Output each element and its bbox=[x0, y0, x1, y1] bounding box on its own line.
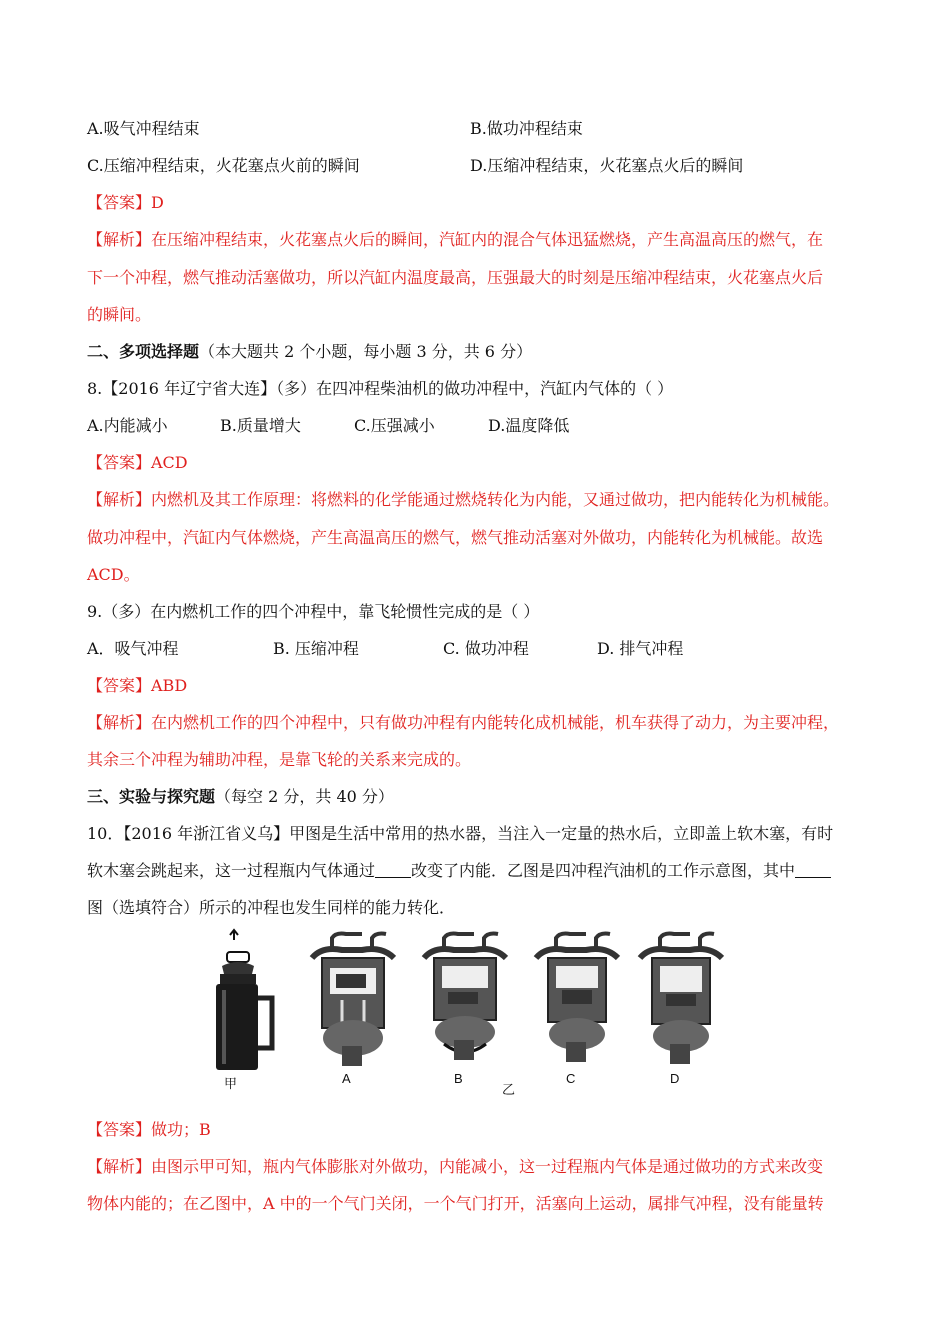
group-label: 乙 bbox=[502, 1082, 516, 1096]
q10-answer: 【答案】做功；B bbox=[87, 1120, 211, 1139]
q9-option-c: C. 做功冲程 bbox=[443, 639, 529, 658]
q9-analysis-line-1: 【解析】在内燃机工作的四个冲程中，只有做功冲程有内能转化成机械能，机车获得了动力，为主要冲程， bbox=[87, 713, 840, 732]
q10-stem-line-1: 10．【2016 年浙江省义乌】甲图是生活中常用的热水器，当注入一定量的热水后，立即盖上软木塞，有时 bbox=[87, 824, 834, 843]
thermos-bottle-illustration bbox=[216, 930, 272, 1091]
engine-d-label: D bbox=[670, 1071, 680, 1086]
q7-analysis-line-1: 【解析】在压缩冲程结束，火花塞点火后的瞬间，汽缸内的混合气体迅猛燃烧，产生高温高压的燃气，在 bbox=[87, 230, 824, 249]
q10-analysis-line-1: 【解析】由图示甲可知，瓶内气体膨胀对外做功，内能减小，这一过程瓶内气体是通过做功的方式来改变 bbox=[87, 1157, 824, 1176]
q8-analysis-line-3: ACD。 bbox=[87, 565, 140, 584]
q9-option-a: A．吸气冲程 bbox=[87, 639, 179, 658]
section-2-title: 二、多项选择题 bbox=[87, 342, 200, 361]
q7-analysis-line-2: 下一个冲程，燃气推动活塞做功，所以汽缸内温度最高，压强最大的时刻是压缩冲程结束，火花塞点火后 bbox=[87, 268, 824, 287]
engine-a-label: A bbox=[342, 1071, 351, 1086]
section-2-note: （本大题共 2 个小题，每小题 3 分，共 6 分） bbox=[199, 342, 533, 361]
q9-option-d: D. 排气冲程 bbox=[597, 639, 684, 658]
section-3-title: 三、实验与探究题 bbox=[87, 787, 216, 806]
engine-diagram-a bbox=[312, 934, 394, 1087]
q8-analysis-line-1: 【解析】内燃机及其工作原理：将燃料的化学能通过燃烧转化为内能，又通过做功，把内能转化为机械能。 bbox=[87, 490, 840, 509]
q8-stem: 8.【2016 年辽宁省大连】（多）在四冲程柴油机的做功冲程中，汽缸内气体的（ ） bbox=[87, 379, 674, 398]
q10-blank-1 bbox=[375, 861, 411, 878]
q7-option-c: C.压缩冲程结束，火花塞点火前的瞬间 bbox=[87, 156, 360, 175]
q7-answer: 【答案】D bbox=[87, 193, 164, 212]
q9-stem: 9.（多）在内燃机工作的四个冲程中，靠飞轮惯性完成的是（ ） bbox=[87, 602, 540, 621]
section-3-heading bbox=[87, 787, 394, 807]
engine-diagram-b bbox=[424, 934, 506, 1087]
q10-blank-2 bbox=[795, 861, 831, 878]
q8-option-a: A.内能减小 bbox=[87, 416, 168, 435]
q8-answer: 【答案】ACD bbox=[87, 453, 188, 472]
q10-stem-part-a: 软木塞会跳起来，这一过程瓶内气体通过 bbox=[87, 861, 376, 880]
section-2-heading bbox=[87, 342, 532, 362]
q8-option-c: C.压强减小 bbox=[354, 416, 435, 435]
q10-analysis-line-2: 物体内能的；在乙图中，A 中的一个气门关闭，一个气门打开，活塞向上运动，属排气冲程，没有能量转 bbox=[87, 1194, 824, 1213]
engine-b-label: B bbox=[454, 1071, 463, 1086]
q9-analysis-line-2: 其余三个冲程为辅助冲程，是靠飞轮的关系来完成的。 bbox=[87, 750, 472, 769]
q7-option-b: B.做功冲程结束 bbox=[470, 119, 583, 138]
q7-option-d: D.压缩冲程结束，火花塞点火后的瞬间 bbox=[470, 156, 744, 175]
q7-option-a: A.吸气冲程结束 bbox=[87, 119, 200, 138]
q7-analysis-line-3: 的瞬间。 bbox=[87, 305, 152, 324]
q8-analysis-line-2: 做功冲程中，汽缸内气体燃烧，产生高温高压的燃气，燃气推动活塞对外做功，内能转化为机械能。故选 bbox=[87, 528, 824, 547]
q9-answer: 【答案】ABD bbox=[87, 676, 188, 695]
q10-stem-line-3: 图（选填符合）所示的冲程也发生同样的能力转化． bbox=[87, 898, 456, 917]
q9-option-b: B. 压缩冲程 bbox=[273, 639, 359, 658]
engine-diagram-d bbox=[640, 934, 722, 1087]
q8-option-b: B.质量增大 bbox=[220, 416, 301, 435]
engine-diagram-c bbox=[536, 934, 618, 1087]
q10-stem-part-b: 改变了内能．乙图是四冲程汽油机的工作示意图，其中 bbox=[411, 861, 796, 880]
section-3-note: （每空 2 分，共 40 分） bbox=[215, 787, 394, 806]
engine-c-label: C bbox=[566, 1071, 576, 1086]
q10-stem-line-2 bbox=[87, 861, 831, 881]
q8-option-d: D.温度降低 bbox=[488, 416, 570, 435]
bottle-label: 甲 bbox=[224, 1076, 238, 1091]
q10-figure bbox=[210, 928, 730, 1096]
